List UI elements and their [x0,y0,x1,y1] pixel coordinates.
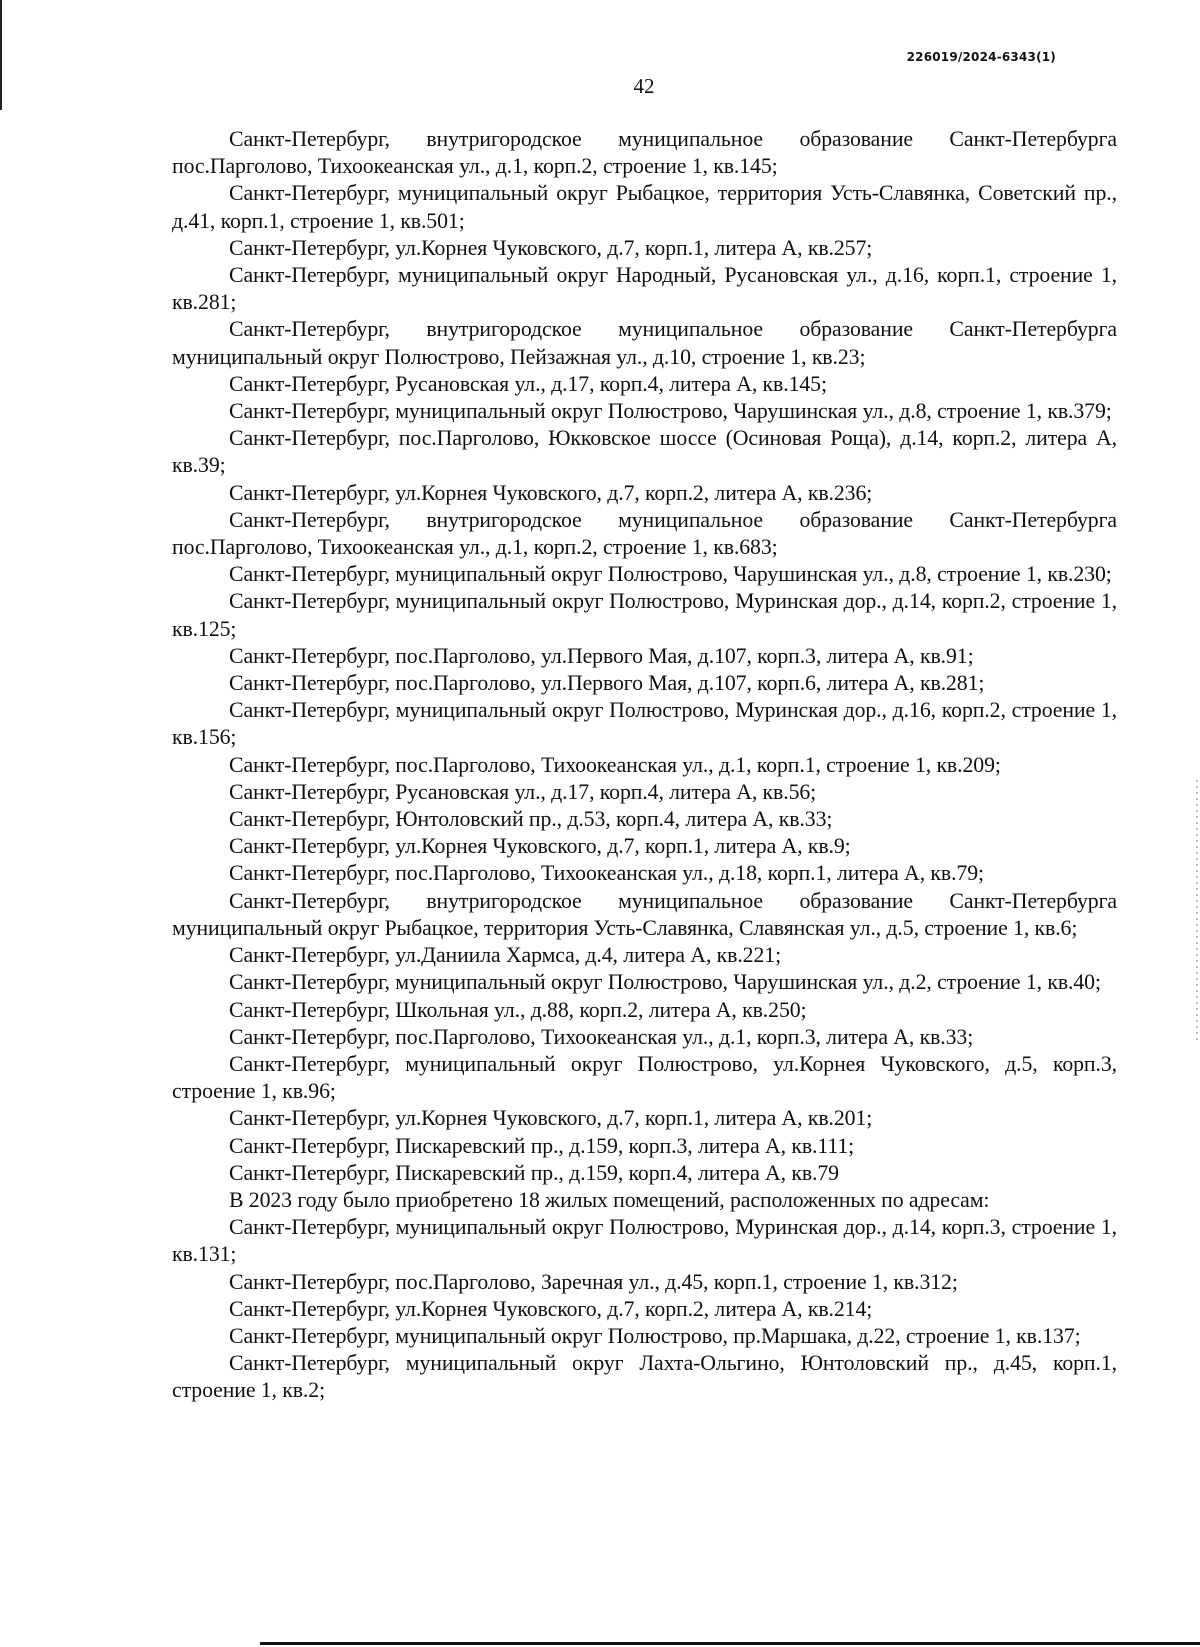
address-paragraph: Санкт-Петербург, Русановская ул., д.17, корп.4, литера А, кв.56; [229,779,817,804]
address-paragraph: Санкт-Петербург, ул.Корнея Чуковского, д.7, корп.1, литера А, кв.257; [229,235,873,260]
address-paragraph: Санкт-Петербург, ул.Корнея Чуковского, д.7, корп.1, литера А, кв.201; [229,1106,873,1131]
address-paragraph: Санкт-Петербург, пос.Парголово, Тихоокеанская ул., д.18, корп.1, литера А, кв.79; [229,861,984,886]
address-paragraph: Санкт-Петербург, муниципальный округ Полюстрово, Чарушинская ул., д.8, строение 1, кв.379; [229,399,1112,424]
address-paragraph: Санкт-Петербург, ул.Корнея Чуковского, д.7, корп.2, литера А, кв.214; [229,1296,873,1321]
address-paragraph: Санкт-Петербург, ул.Корнея Чуковского, д.7, корп.1, литера А, кв.9; [229,834,851,859]
document-registration-number: 226019/2024-6343(1) [906,50,1056,64]
address-paragraph: Санкт-Петербург, муниципальный округ Полюстрово, Муринская дор., д.14, корп.2, строение 1, кв.125; [172,589,1117,641]
address-paragraph: Санкт-Петербург, пос.Парголово, Заречная ул., д.45, корп.1, строение 1, кв.312; [229,1269,958,1294]
address-paragraph: Санкт-Петербург, муниципальный округ Полюстрово, Чарушинская ул., д.2, строение 1, кв.40; [229,970,1101,995]
address-paragraph: Санкт-Петербург, ул.Даниила Хармса, д.4, литера А, кв.221; [229,943,782,968]
address-paragraph: Санкт-Петербург, Пискаревский пр., д.159, корп.3, литера А, кв.111; [229,1133,855,1158]
address-paragraph: Санкт-Петербург, пос.Парголово, Тихоокеанская ул., д.1, корп.1, строение 1, кв.209; [229,752,1001,777]
scan-bottom-edge [260,1642,1200,1645]
address-paragraph: Санкт-Петербург, муниципальный округ Полюстрово, Муринская дор., д.14, корп.3, строение 1, кв.131; [172,1215,1117,1267]
document-body [172,126,1117,1405]
address-paragraph: Санкт-Петербург, муниципальный округ Полюстрово, ул.Корнея Чуковского, д.5, корп.3, строение 1, кв.96; [172,1051,1117,1104]
scan-noise [1196,780,1198,1040]
address-paragraph: Санкт-Петербург, муниципальный округ Полюстрово, Муринская дор., д.16, корп.2, строение 1, кв.156; [172,698,1117,750]
address-paragraph: Санкт-Петербург, муниципальный округ Полюстрово, пр.Маршака, д.22, строение 1, кв.137; [229,1323,1081,1348]
address-paragraph: Санкт-Петербург, Школьная ул., д.88, корп.2, литера А, кв.250; [229,997,807,1022]
address-paragraph: Санкт-Петербург, муниципальный округ Народный, Русановская ул., д.16, корп.1, строение 1, кв.281; [172,263,1117,315]
address-paragraph: Санкт-Петербург, пос.Парголово, ул.Первого Мая, д.107, корп.6, литера А, кв.281; [229,671,985,696]
address-paragraph: Санкт-Петербург, ул.Корнея Чуковского, д.7, корп.2, литера А, кв.236; [229,480,873,505]
address-paragraph: Санкт-Петербург, внутригородское муниципальное образование Санкт-Петербурга муниципальный округ Полюстрово, Пейзажная ул., д.10, строение 1, кв.23; [172,317,1117,369]
address-paragraph: Санкт-Петербург, Русановская ул., д.17, корп.4, литера А, кв.145; [229,371,827,396]
address-paragraph: Санкт-Петербург, внутригородское муниципальное образование Санкт-Петербурга муниципальный округ Рыбацкое, территория Усть-Славянка, Славянская ул., д.5, строение 1, кв.6; [172,888,1117,940]
page-number: 42 [633,74,655,98]
section-intro-paragraph: В 2023 году было приобретено 18 жилых помещений, расположенных по адресам: [229,1187,990,1212]
address-paragraph: Санкт-Петербург, муниципальный округ Лахта-Ольгино, Юнтоловский пр., д.45, корп.1, строение 1, кв.2; [172,1351,1117,1403]
address-paragraph: Санкт-Петербург, внутригородское муниципальное образование Санкт-Петербурга пос.Парголово, Тихоокеанская ул., д.1, корп.2, строение 1, кв.145; [172,127,1117,179]
address-paragraph: Санкт-Петербург, пос.Парголово, Юкковское шоссе (Осиновая Роща), д.14, корп.2, литера А, кв.39; [172,426,1117,478]
address-paragraph: Санкт-Петербург, пос.Парголово, Тихоокеанская ул., д.1, корп.3, литера А, кв.33; [229,1024,974,1049]
address-paragraph: Санкт-Петербург, муниципальный округ Рыбацкое, территория Усть-Славянка, Советский пр., д.41, корп.1, строение 1, кв.501; [172,181,1117,233]
address-paragraph: Санкт-Петербург, Пискаревский пр., д.159, корп.4, литера А, кв.79 [229,1160,839,1185]
address-paragraph: Санкт-Петербург, муниципальный округ Полюстрово, Чарушинская ул., д.8, строение 1, кв.230; [229,562,1112,587]
address-paragraph: Санкт-Петербург, внутригородское муниципальное образование Санкт-Петербурга пос.Парголово, Тихоокеанская ул., д.1, корп.2, строение 1, кв.683; [172,507,1117,560]
address-paragraph: Санкт-Петербург, Юнтоловский пр., д.53, корп.4, литера А, кв.33; [229,807,833,832]
address-paragraph: Санкт-Петербург, пос.Парголово, ул.Первого Мая, д.107, корп.3, литера А, кв.91; [229,643,974,668]
